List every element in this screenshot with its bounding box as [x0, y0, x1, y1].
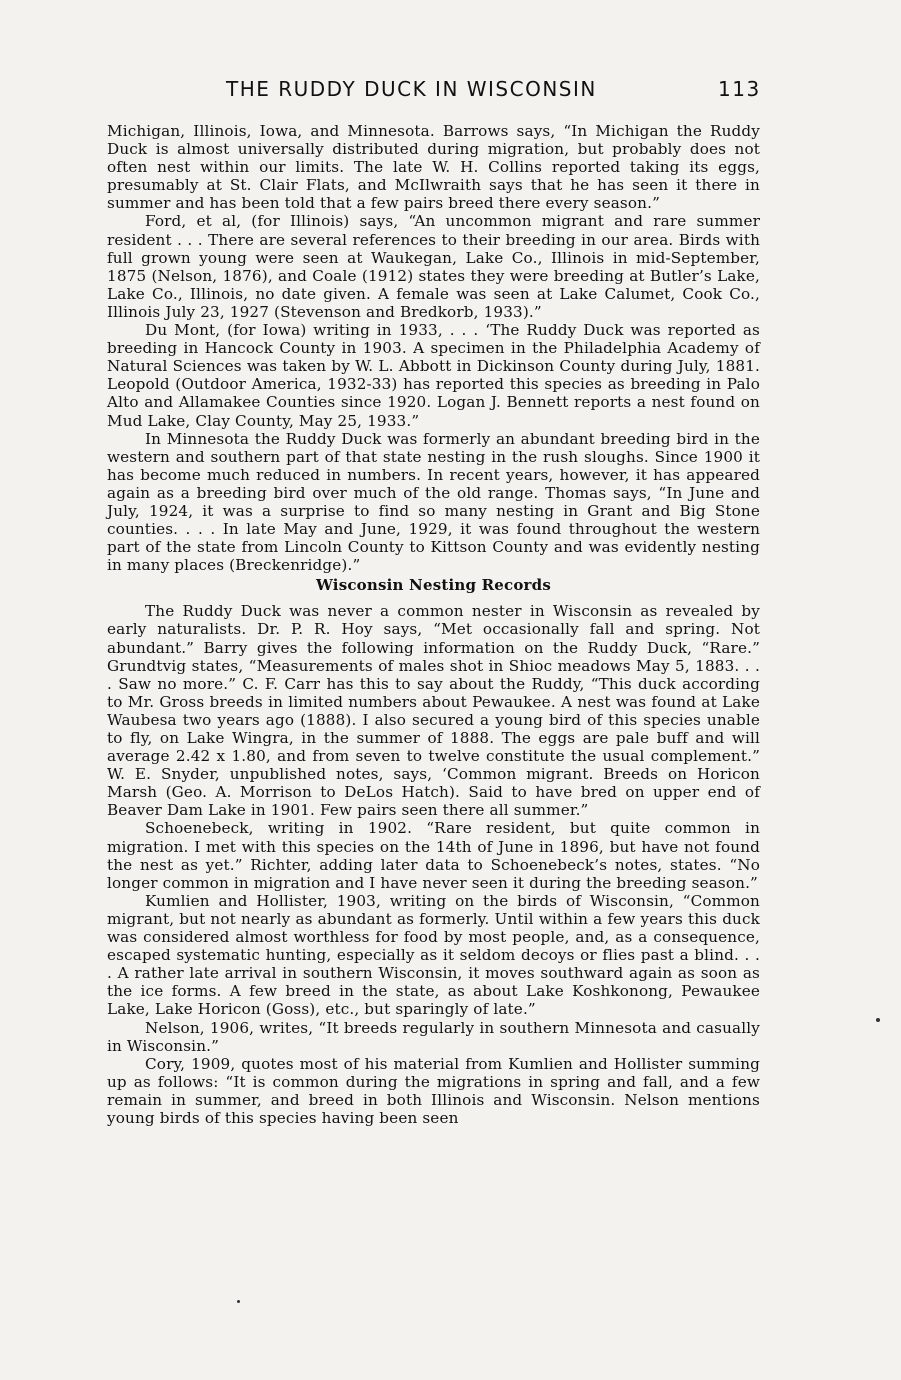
paragraph: Nelson, 1906, writes, “It breeds regularly in southern Minnesota and casually in Wisconsin.” [107, 1018, 760, 1055]
section-heading: Wisconsin Nesting Records [316, 576, 551, 595]
paragraph: Du Mont, (for Iowa) writing in 1933, . . . ‘The Ruddy Duck was reported as breeding in Hancock County in 1903. A specimen in the Philadelphia Academy of Natural Sciences was taken by W. L. Abbott in Dickinson County during July, 1881. Leopold (Outdoor America, 1932-33) has reported this species as breeding in Palo Alto and Allamakee Counties since 1920. Logan J. Bennett reports a nest found on Mud Lake, Clay County, May 25, 1933.” [107, 321, 760, 430]
paragraph: The Ruddy Duck was never a common nester in Wisconsin as revealed by early naturalists. Dr. P. R. Hoy says, “Met occasionally fall and spring. Not abundant.” Barry gives the following information on the Ruddy Duck, “Rare.” Grundtvig states, “Measurements of males shot in Shioc meadows May 5, 1883. . . . Saw no more.” C. F. Carr has this to say about the Ruddy, “This duck according to Mr. Gross breeds in limited numbers about Pewaukee. A nest was found at Lake Waubesa two years ago (1888). I also secured a young bird of this species unable to fly, on Lake Wingra, in the summer of 1888. The eggs are pale buff and will average 2.42 x 1.80, and from seven to twelve constitute the usual complement.” W. E. Snyder, unpublished notes, says, ‘Common migrant. Breeds on Horicon Marsh (Geo. A. Morrison to DeLos Hatch). Said to have bred on upper end of Beaver Dam Lake in 1901. Few pairs seen there all summer.” [107, 602, 760, 820]
paragraph: In Minnesota the Ruddy Duck was formerly an abundant breeding bird in the western and southern part of that state nesting in the rush sloughs. Since 1900 it has become much reduced in numbers. In recent years, however, it has appeared again as a breeding bird over much of the old range. Thomas says, “In June and July, 1924, it was a surprise to find so many nesting in Grant and Big Stone counties. . . . In late May and June, 1929, it was found throughout the western part of the state from Lincoln County to Kittson County and was evidently nesting in many places (Breckenridge).” [107, 429, 760, 575]
page-header [0, 76, 901, 106]
paragraph: Kumlien and Hollister, 1903, writing on the birds of Wisconsin, “Common migrant, but not nearly as abundant as formerly. Until within a few years this duck was considered almost worthless for food by most people, and, as a consequence, escaped systematic hunting, especially as it seldom decoys or flies past a blind. . . . A rather late arrival in southern Wisconsin, it moves southward again as soon as the ice forms. A few breed in the state, as about Lake Koshkonong, Pewaukee Lake, Lake Horicon (Goss), etc., but sparingly of late.” [107, 891, 760, 1019]
print-speck [876, 1018, 880, 1022]
running-title: THE RUDDY DUCK IN WISCONSIN [226, 77, 597, 101]
article-body [107, 122, 760, 1127]
print-speck [237, 1300, 240, 1303]
page-number: 113 [718, 77, 761, 101]
paragraph: Ford, et al, (for Illinois) says, “An uncommon migrant and rare summer resident . . . There are several references to their breeding in our area. Birds with full grown young were seen at Waukegan, Lake Co., Illinois in mid-September, 1875 (Nelson, 1876), and Coale (1912) states they were breeding at Butler’s Lake, Lake Co., Illinois, no date given. A female was seen at Lake Calumet, Cook Co., Illinois July 23, 1927 (Stevenson and Bredkorb, 1933).” [107, 212, 760, 321]
paragraph: Schoenebeck, writing in 1902. “Rare resident, but quite common in migration. I met with this species on the 14th of June in 1896, but have not found the nest as yet.” Richter, adding later data to Schoenebeck’s notes, states. “No longer common in migration and I have never seen it during the breeding season.” [107, 819, 760, 892]
paragraph: Cory, 1909, quotes most of his material from Kumlien and Hollister summing up as follows: “It is common during the migrations in spring and fall, and a few remain in summer, and breed in both Illinois and Wisconsin. Nelson mentions young birds of this species having been seen [107, 1054, 760, 1127]
paragraph: Michigan, Illinois, Iowa, and Minnesota. Barrows says, “In Michigan the Ruddy Duck is almost universally distributed during migration, but probably does not often nest within our limits. The late W. H. Collins reported taking its eggs, presumably at St. Clair Flats, and McIlwraith says that he has seen it there in summer and has been told that a few pairs breed there every season.” [107, 122, 760, 213]
